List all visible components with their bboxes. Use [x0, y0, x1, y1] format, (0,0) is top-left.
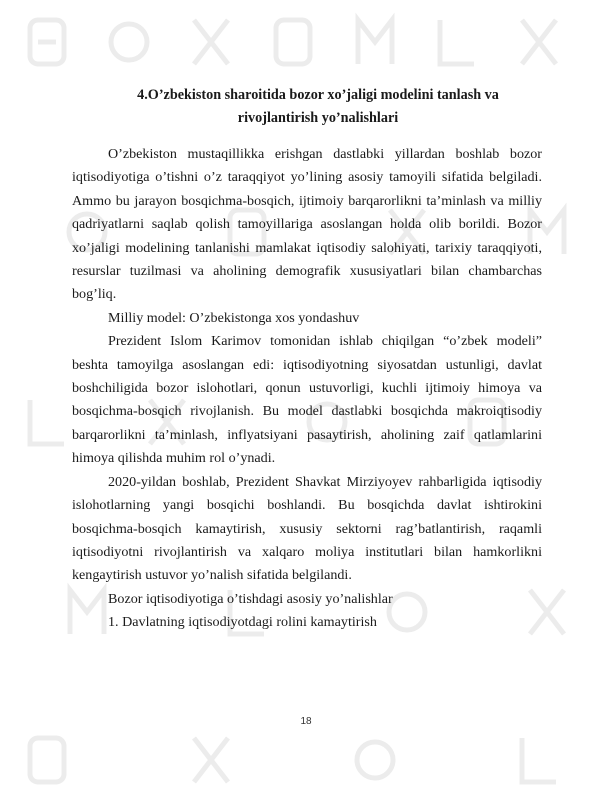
watermark-glyph	[194, 20, 228, 64]
watermark-glyph	[276, 20, 310, 64]
paragraph-uzbek-model: Prezident Islom Karimov tomonidan ishlab chiqilgan “o’zbek modeli” beshta tamoyilga asoslangan edi: iqtisodiyotning siyosatdan ustunligi, davlat boshchiligida bozor islohotlari, qonun ustuvorligi, kuchli ijtimoiy himoya va bosqichma-bosqich rivojlanish. Bu model dastlabki bosqichda makroiqtisodiy barqarorlikni ta’minlash, inflyatsiyani pasaytirish, aholining zaif qatlamlarini himoya qilishda muhim rol o’ynadi.	[72, 333, 542, 467]
watermark-glyph	[358, 20, 392, 64]
subheading-national-model: Milliy model: O’zbekistonga xos yondashuv	[108, 309, 360, 326]
watermark-glyph	[30, 20, 64, 64]
paragraph-new-reforms: 2020-yildan boshlab, Prezident Shavkat Mirziyoyev rahbarligida iqtisodiy islohotlarning yangi bosqichi boshlandi. Bu bosqichda davlat ishtirokini bosqichma-bosqich kamaytirish, xususiy sektorni rag’batlantirish, raqamli iqtisodiyotni rivojlantirish va xalqaro moliya institutlari bilan hamkorlikni kengaytirish ustuvor yo’nalish sifatida belgilandi.	[72, 473, 542, 584]
paragraph-intro: O’zbekiston mustaqillikka erishgan dastlabki yillardan boshlab bozor iqtisodiyotiga o’tishni o’z taraqqiyot yo’lining asosiy tamoyili sifatida belgiladi. Ammo bu jarayon bosqichma-bosqich, ijtimoiy barqarorlikni ta’minlash va milliy qadriyatlarni saqlab qolish tamoyillariga asoslangan holda olib borildi. Bozor xo’jaligi modelining tanlanishi mamlakat iqtisodiy salohiyati, tarixiy taraqqiyoti, resurslar tuzilmasi va aholining demografik xususiyatlari bilan chambarchas bog’liq.	[72, 146, 542, 303]
section-title	[60, 84, 552, 130]
watermark-glyph	[30, 738, 64, 782]
watermark-glyph	[440, 20, 474, 64]
section-title-line-1: 4.O’zbekiston sharoitida bozor xo’jaligi modelini tanlash va	[137, 87, 499, 103]
document-body	[72, 143, 542, 635]
watermark-glyph	[522, 738, 556, 782]
watermark-glyph	[194, 738, 228, 782]
section-title-line-2: rivojlantirish yo’nalishlari	[237, 110, 399, 126]
page-number: 18	[300, 716, 312, 727]
list-item-1: 1. Davlatning iqtisodiyotdagi rolini kamaytirish	[108, 614, 377, 631]
watermark-glyph	[522, 20, 556, 64]
watermark-glyph	[111, 24, 147, 60]
subheading-main-directions: Bozor iqtisodiyotiga o’tishdagi asosiy yo’nalishlar	[108, 590, 393, 607]
watermark-glyph	[357, 742, 393, 778]
watermark-glyph	[30, 400, 64, 444]
